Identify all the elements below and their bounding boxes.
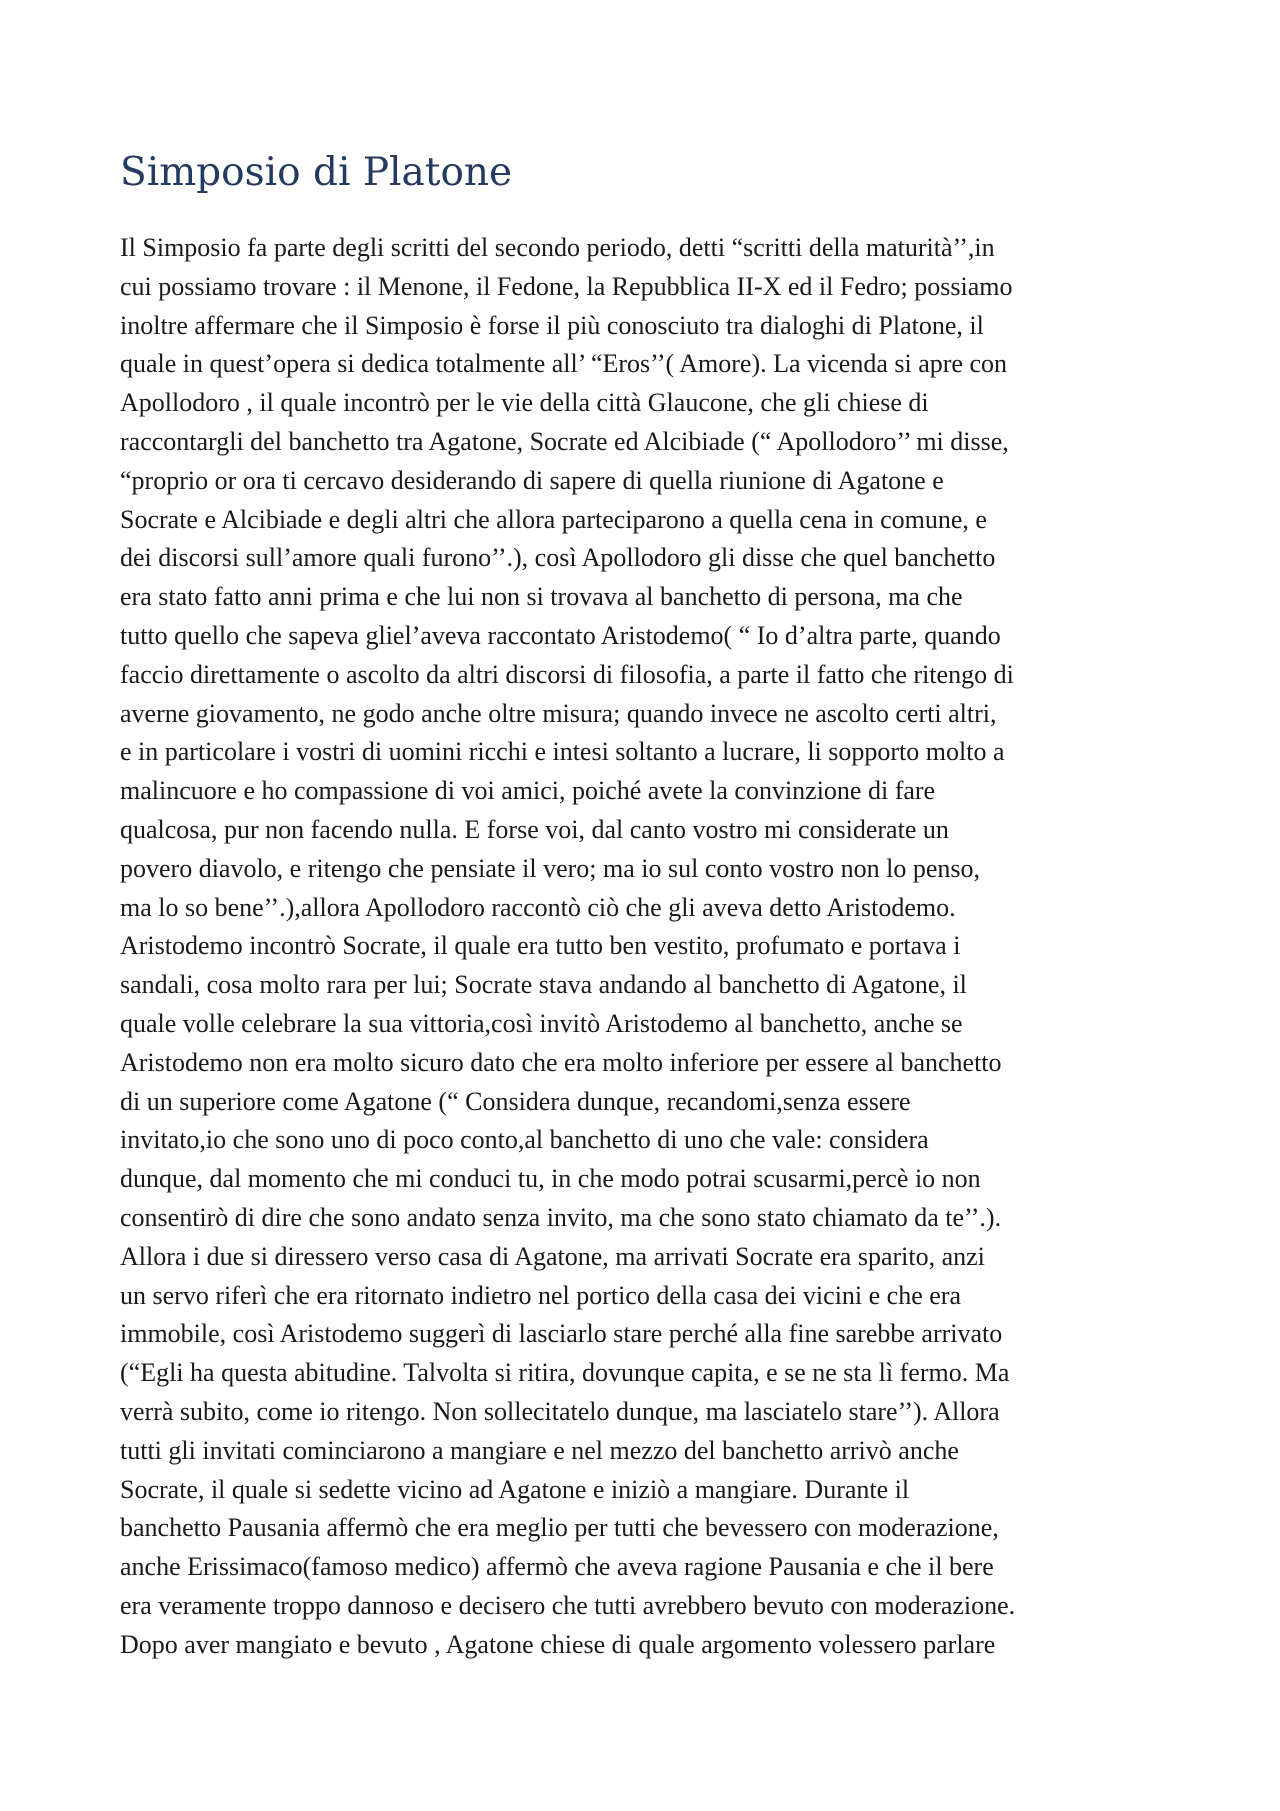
text-line: immobile, così Aristodemo suggerì di lasciarlo stare perché alla fine sarebbe arrivato [120, 1319, 1003, 1349]
text-line: quale volle celebrare la sua vittoria,così invitò Aristodemo al banchetto, anche se [120, 1008, 963, 1038]
text-line: tutti gli invitati cominciarono a mangiare e nel mezzo del banchetto arrivò anche [120, 1435, 959, 1465]
text-line: averne giovamento, ne godo anche oltre misura; quando invece ne ascolto certi altri, [120, 698, 997, 728]
text-line: Il Simposio fa parte degli scritti del secondo periodo, detti “scritti della maturità’’,in [120, 233, 995, 262]
text-line: dunque, dal momento che mi conduci tu, in che modo potrai scusarmi,percè io non [120, 1164, 981, 1194]
text-line: Allora i due si diressero verso casa di Agatone, ma arrivati Socrate era sparito, anzi [120, 1241, 985, 1271]
text-line: Apollodoro , il quale incontrò per le vie della città Glaucone, che gli chiese di [120, 388, 929, 418]
text-line: “proprio or ora ti cercavo desiderando di sapere di quella riunione di Agatone e [120, 465, 944, 495]
text-line: quale in quest’opera si dedica totalmente all’ “Eros’’( Amore). La vicenda si apre con [120, 349, 1007, 379]
text-line: era veramente troppo dannoso e decisero che tutti avrebbero bevuto con moderazione. [120, 1590, 1016, 1620]
text-line: un servo riferì che era ritornato indietro nel portico della casa dei vicini e che era [120, 1280, 962, 1310]
text-line: (“Egli ha questa abitudine. Talvolta si ritira, dovunque capita, e se ne sta lì fermo. Ma [120, 1358, 1010, 1388]
text-line: Socrate, il quale si sedette vicino ad Agatone e iniziò a mangiare. Durante il [120, 1474, 910, 1504]
text-line: banchetto Pausania affermò che era meglio per tutti che bevessero con moderazione, [120, 1513, 999, 1543]
text-line: malincuore e ho compassione di voi amici, poiché avete la convinzione di fare [120, 776, 936, 806]
text-line: sandali, cosa molto rara per lui; Socrate stava andando al banchetto di Agatone, il [120, 970, 967, 1000]
text-line: Socrate e Alcibiade e degli altri che allora parteciparono a quella cena in comune, e [120, 504, 987, 534]
text-line: verrà subito, come io ritengo. Non sollecitatelo dunque, ma lasciatelo stare’’). Allora [120, 1396, 1000, 1426]
text-line: qualcosa, pur non facendo nulla. E forse voi, dal canto vostro mi considerate un [120, 814, 949, 844]
body-paragraph [120, 229, 1200, 1664]
text-line: Aristodemo incontrò Socrate, il quale era tutto ben vestito, profumato e portava i [120, 931, 961, 961]
text-line: povero diavolo, e ritengo che pensiate il vero; ma io sul conto vostro non lo penso, [120, 853, 980, 883]
text-line: raccontargli del banchetto tra Agatone, Socrate ed Alcibiade (“ Apollodoro’’ mi disse, [120, 426, 1009, 456]
page-title: Simposio di Platone [120, 150, 513, 195]
text-line: Dopo aver mangiato e bevuto , Agatone chiese di quale argomento volessero parlare [120, 1629, 996, 1659]
text-line: faccio direttamente o ascolto da altri discorsi di filosofia, a parte il fatto che ritengo di [120, 659, 1014, 689]
text-line: inoltre affermare che il Simposio è forse il più conosciuto tra dialoghi di Platone, il [120, 310, 984, 340]
text-line: Aristodemo non era molto sicuro dato che era molto inferiore per essere al banchetto [120, 1047, 1002, 1077]
text-line: anche Erissimaco(famoso medico) affermò che aveva ragione Pausania e che il bere [120, 1552, 994, 1582]
text-line: dei discorsi sull’amore quali furono’’.), così Apollodoro gli disse che quel banchetto [120, 543, 996, 573]
text-line: ma lo so bene’’.),allora Apollodoro raccontò ciò che gli aveva detto Aristodemo. [120, 892, 956, 922]
text-line: invitato,io che sono uno di poco conto,al banchetto di uno che vale: considera [120, 1125, 929, 1155]
text-line: di un superiore come Agatone (“ Considera dunque, recandomi,senza essere [120, 1086, 911, 1116]
text-line: tutto quello che sapeva gliel’aveva raccontato Aristodemo( “ Io d’altra parte, quando [120, 620, 1001, 650]
text-line: consentirò di dire che sono andato senza invito, ma che sono stato chiamato da te’’.). [120, 1202, 1002, 1232]
text-line: era stato fatto anni prima e che lui non si trovava al banchetto di persona, ma che [120, 582, 963, 612]
text-line: cui possiamo trovare : il Menone, il Fedone, la Repubblica II-X ed il Fedro; possiamo [120, 271, 1013, 301]
text-line: e in particolare i vostri di uomini ricchi e intesi soltanto a lucrare, li sopporto molto a [120, 737, 1005, 767]
